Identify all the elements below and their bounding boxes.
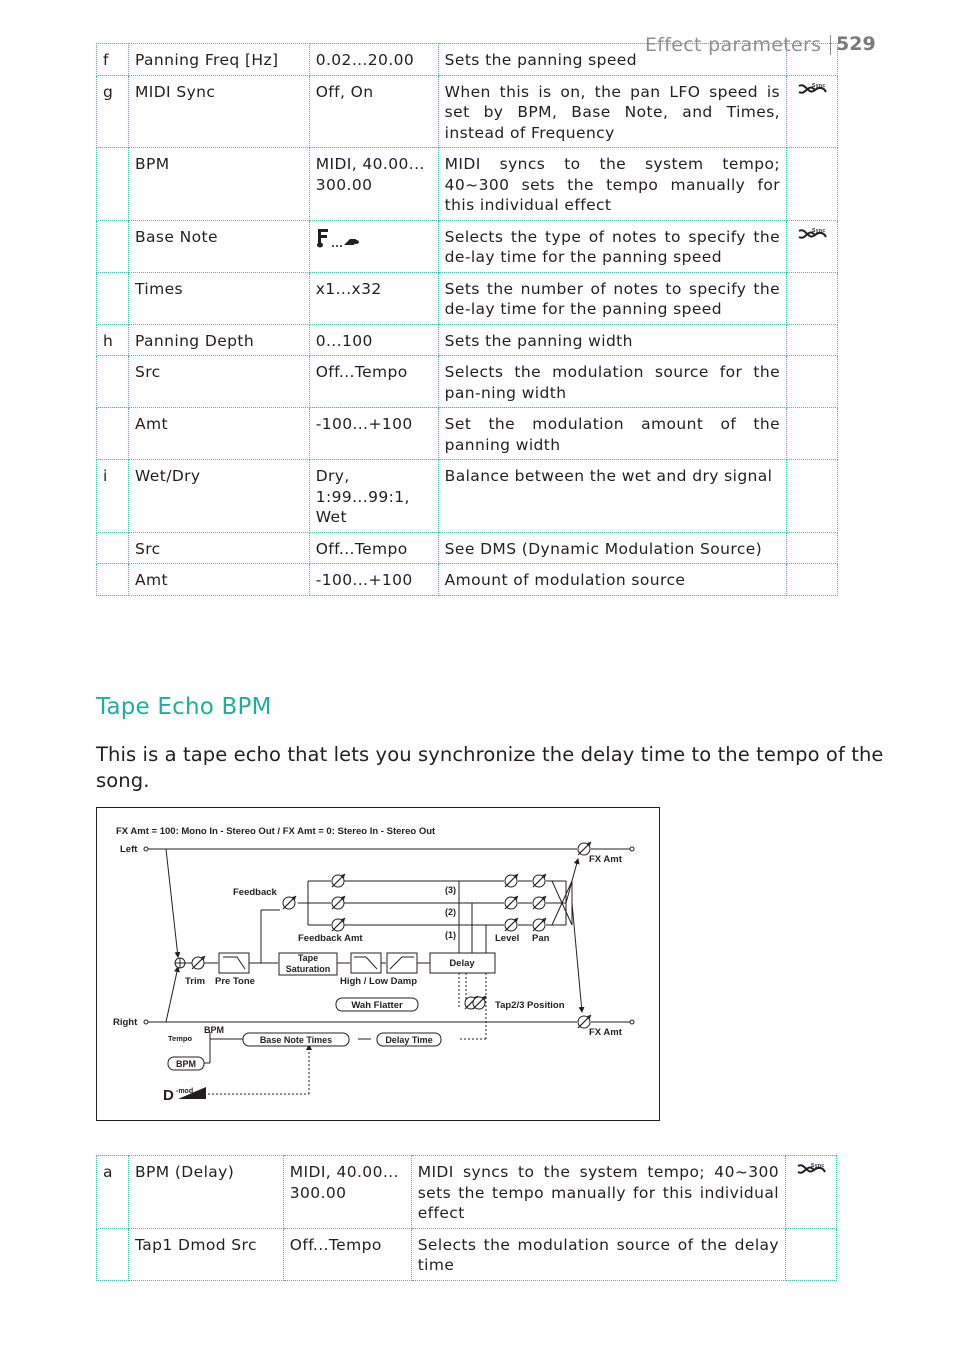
param-name: Tap1 Dmod Src	[128, 1228, 283, 1280]
svg-text:Sync: Sync	[812, 227, 826, 234]
param-name: Amt	[128, 408, 309, 460]
label-wah-flatter: Wah Flatter	[351, 1000, 403, 1011]
table-row	[97, 356, 838, 408]
param-sync-cell	[786, 1156, 837, 1229]
param-description: Set the modulation amount of the panning width	[438, 408, 786, 460]
label-fx-amt-top: FX Amt	[589, 854, 622, 865]
param-sync-cell	[787, 408, 838, 460]
param-description: Selects the type of notes to specify the de-lay time for the panning speed	[438, 220, 786, 272]
param-range: -100...+100	[309, 564, 438, 596]
param-name: BPM (Delay)	[128, 1156, 283, 1229]
param-description: When this is on, the pan LFO speed is set by BPM, Base Note, and Times, instead of Frequency	[438, 75, 786, 148]
param-range: Off, On	[309, 75, 438, 148]
param-id: g	[97, 75, 129, 148]
table-row	[97, 408, 838, 460]
param-name: BPM	[128, 148, 309, 221]
param-id: i	[97, 460, 129, 533]
dmod-subscript: -mod	[176, 1088, 194, 1095]
table-row	[97, 1228, 837, 1280]
param-description: MIDI syncs to the system tempo; 40~300 sets the tempo manually for this individual effect	[438, 148, 786, 221]
section-intro: This is a tape echo that lets you synchronize the delay time to the tempo of the song.	[96, 743, 884, 792]
dmod-icon: D	[163, 1087, 174, 1104]
label-right: Right	[113, 1017, 138, 1028]
param-name: Panning Freq [Hz]	[128, 44, 309, 76]
param-sync-cell	[787, 75, 838, 148]
param-range: Off...Tempo	[309, 356, 438, 408]
param-id: f	[97, 44, 129, 76]
param-id	[97, 272, 129, 324]
page-number: 529	[836, 33, 876, 55]
param-description: See DMS (Dynamic Modulation Source)	[438, 532, 786, 564]
label-delay: Delay	[449, 958, 475, 969]
label-left: Left	[120, 844, 138, 855]
param-sync-cell	[787, 44, 838, 76]
param-description: Selects the modulation source of the delay time	[411, 1228, 785, 1280]
param-sync-cell	[787, 324, 838, 356]
param-range: Off...Tempo	[309, 532, 438, 564]
param-description: Sets the number of notes to specify the de-lay time for the panning speed	[438, 272, 786, 324]
midi-sync-icon	[796, 227, 828, 243]
diagram-heading: FX Amt = 100: Mono In - Stereo Out / FX Amt = 0: Stereo In - Stereo Out	[116, 826, 436, 837]
label-tempo: Tempo	[168, 1034, 193, 1043]
label-tap3: (3)	[445, 885, 456, 895]
table-row	[97, 324, 838, 356]
label-bpm-box: BPM	[176, 1059, 196, 1069]
param-range	[309, 220, 438, 272]
table-row	[97, 564, 838, 596]
param-name: Panning Depth	[128, 324, 309, 356]
param-id	[97, 148, 129, 221]
svg-text:Sync: Sync	[811, 1163, 825, 1169]
param-sync-cell	[787, 532, 838, 564]
tape-echo-block-diagram	[96, 807, 660, 1121]
param-sync-cell	[787, 148, 838, 221]
param-sync-cell	[787, 272, 838, 324]
midi-sync-icon	[796, 82, 828, 98]
param-sync-cell	[786, 1228, 837, 1280]
param-name: Base Note	[128, 220, 309, 272]
param-range: 0...100	[309, 324, 438, 356]
label-tape-saturation-1: Tape	[297, 953, 319, 963]
param-description: Amount of modulation source	[438, 564, 786, 596]
label-level: Level	[495, 933, 520, 944]
header-section-title: Effect parameters	[645, 34, 822, 56]
table-row	[97, 220, 838, 272]
param-id	[97, 356, 129, 408]
label-feedback: Feedback	[233, 887, 277, 898]
param-id: a	[97, 1156, 129, 1229]
param-range: -100...+100	[309, 408, 438, 460]
param-range: MIDI, 40.00... 300.00	[309, 148, 438, 221]
param-name: Amt	[128, 564, 309, 596]
param-id	[97, 408, 129, 460]
label-feedback-amt: Feedback Amt	[298, 933, 363, 944]
label-base-note-times: Base Note Times	[259, 1035, 333, 1045]
param-name: MIDI Sync	[128, 75, 309, 148]
param-name: Wet/Dry	[128, 460, 309, 533]
label-trim: Trim	[185, 976, 206, 987]
label-pan: Pan	[532, 933, 550, 944]
label-fx-amt-bottom: FX Amt	[589, 1027, 622, 1038]
param-sync-cell	[787, 356, 838, 408]
param-description: Balance between the wet and dry signal	[438, 460, 786, 533]
parameter-table-top	[96, 43, 838, 596]
svg-text:Sync: Sync	[812, 82, 826, 89]
param-range: MIDI, 40.00... 300.00	[283, 1156, 411, 1229]
param-range: x1...x32	[309, 272, 438, 324]
table-row	[97, 532, 838, 564]
table-row	[97, 148, 838, 221]
param-sync-cell	[787, 220, 838, 272]
label-tap1: (1)	[445, 930, 456, 940]
param-name: Src	[128, 356, 309, 408]
section-title: Tape Echo BPM	[96, 694, 272, 720]
param-range: Off...Tempo	[283, 1228, 411, 1280]
label-tap23-position: Tap2/3 Position	[495, 1000, 565, 1011]
param-description: Sets the panning width	[438, 324, 786, 356]
table-row	[97, 44, 838, 76]
param-name: Times	[128, 272, 309, 324]
note-range-icon	[316, 227, 362, 249]
param-id: h	[97, 324, 129, 356]
param-range: 0.02...20.00	[309, 44, 438, 76]
table-row	[97, 1156, 837, 1229]
table-row	[97, 460, 838, 533]
param-sync-cell	[787, 460, 838, 533]
param-id	[97, 564, 129, 596]
param-id	[97, 1228, 129, 1280]
param-description: MIDI syncs to the system tempo; 40~300 sets the tempo manually for this individual effect	[411, 1156, 785, 1229]
parameter-table-bottom	[96, 1155, 837, 1281]
label-high-low-damp: High / Low Damp	[340, 976, 418, 987]
table-row	[97, 272, 838, 324]
param-id	[97, 532, 129, 564]
table-row	[97, 75, 838, 148]
param-name: Src	[128, 532, 309, 564]
param-range: Dry, 1:99...99:1, Wet	[309, 460, 438, 533]
param-description: Sets the panning speed	[438, 44, 786, 76]
param-id	[97, 220, 129, 272]
label-tape-saturation-2: Saturation	[285, 964, 331, 974]
param-description: Selects the modulation source for the pan-ning width	[438, 356, 786, 408]
param-sync-cell	[787, 564, 838, 596]
label-pre-tone: Pre Tone	[215, 976, 255, 987]
label-delay-time: Delay Time	[385, 1035, 433, 1045]
label-bpm-switch: BPM	[204, 1025, 224, 1035]
midi-sync-icon	[795, 1162, 827, 1178]
label-tap2: (2)	[445, 907, 456, 917]
